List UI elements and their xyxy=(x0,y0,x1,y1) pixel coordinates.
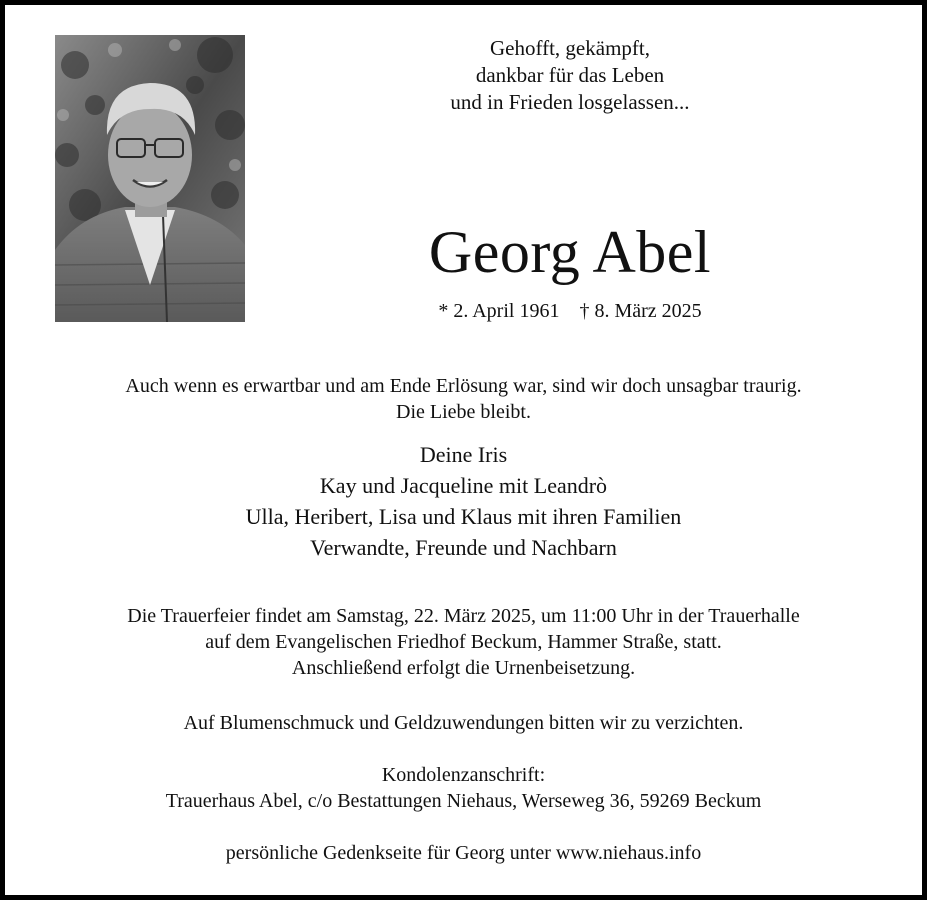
motto xyxy=(395,35,745,116)
signers-list xyxy=(10,439,917,563)
signer: Deine Iris xyxy=(419,442,508,467)
signer: Ulla, Heribert, Lisa und Klaus mit ihren Familien xyxy=(245,504,682,529)
signer: Verwandte, Freunde und Nachbarn xyxy=(310,535,617,560)
birth-date: * 2. April 1961 xyxy=(438,300,560,322)
motto-line: dankbar für das Leben xyxy=(475,63,665,87)
flowers-note: Auf Blumenschmuck und Geldzuwendungen bitten wir zu verzichten. xyxy=(183,712,744,734)
signer: Kay und Jacqueline mit Leandrò xyxy=(319,473,608,498)
mourning-line: Auch wenn es erwartbar und am Ende Erlösung war, sind wir doch unsagbar traurig. xyxy=(125,375,802,397)
life-dates xyxy=(370,298,770,324)
portrait-photo-illustration xyxy=(55,35,245,322)
mourning-message xyxy=(10,373,917,425)
service-line: Die Trauerfeier findet am Samstag, 22. März 2025, um 11:00 Uhr in der Trauerhalle xyxy=(127,605,800,627)
service-info xyxy=(10,603,917,681)
mourning-line: Die Liebe bleibt. xyxy=(396,401,531,423)
service-line: Anschließend erfolgt die Urnenbeisetzung. xyxy=(291,657,636,679)
motto-line: und in Frieden losgelassen... xyxy=(450,90,690,114)
condolence-address-line: Trauerhaus Abel, c/o Bestattungen Niehaus, Werseweg 36, 59269 Beckum xyxy=(165,790,762,812)
condolence-address xyxy=(10,762,917,814)
service-line: auf dem Evangelischen Friedhof Beckum, Hammer Straße, statt. xyxy=(205,631,722,653)
condolence-label: Kondolenzanschrift: xyxy=(381,764,546,786)
motto-line: Gehofft, gekämpft, xyxy=(490,36,650,60)
death-date: † 8. März 2025 xyxy=(579,300,702,322)
memorial-page-note: persönliche Gedenkseite für Georg unter www.niehaus.info xyxy=(225,842,702,864)
portrait-photo xyxy=(55,35,245,322)
deceased-name: Georg Abel xyxy=(428,219,712,285)
